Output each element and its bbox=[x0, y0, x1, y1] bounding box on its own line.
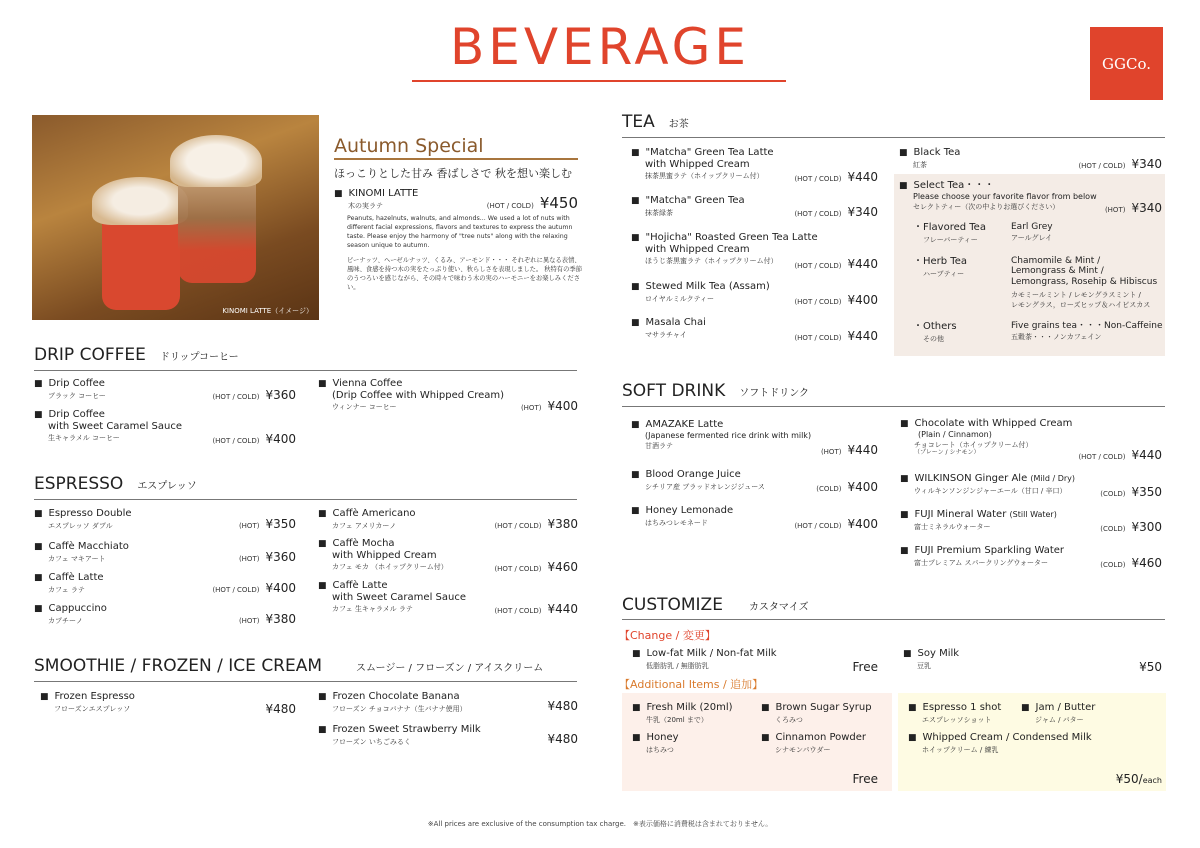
item-price: (COLD) ¥300 bbox=[1100, 520, 1162, 534]
tea-option: ・Flavored Tea フレーバーティー bbox=[913, 222, 986, 244]
menu-item: ■ Drip Coffee with Sweet Caramel Sauce 生キャラメル コーヒー bbox=[48, 409, 182, 442]
item-price: (HOT / COLD) ¥440 bbox=[1078, 448, 1162, 462]
section-rule bbox=[622, 137, 1165, 138]
menu-item: ■ Honey Lemonade はちみつレモネード bbox=[645, 505, 733, 527]
item-price: (HOT / COLD) ¥340 bbox=[794, 205, 878, 219]
menu-item: ■ Stewed Milk Tea (Assam) ロイヤルミルクティー bbox=[645, 281, 770, 303]
menu-item: ■ Espresso Double エスプレッソ ダブル bbox=[48, 508, 132, 530]
menu-item: ■ Cappuccino カプチーノ bbox=[48, 603, 107, 625]
kinomi-latte-photo bbox=[32, 115, 319, 320]
item-price: ¥480 bbox=[265, 702, 296, 716]
section-heading-soft: SOFT DRINK ソフトドリンク bbox=[622, 381, 810, 401]
customize-item: ■ Low-fat Milk / Non-fat Milk 低脂肪乳 / 無脂肪乳 bbox=[646, 648, 777, 670]
item-price: (HOT / COLD) ¥400 bbox=[794, 517, 878, 531]
menu-item: ■ Caffè Macchiato カフェ マキアート bbox=[48, 541, 129, 563]
menu-item: ■ Caffè Mocha with Whipped Cream カフェ モカ （ホイップクリーム付） bbox=[332, 538, 448, 571]
item-price: Free bbox=[852, 772, 878, 786]
page-title: BEVERAGE bbox=[449, 18, 751, 76]
item-price: (HOT) ¥340 bbox=[1104, 201, 1162, 215]
customize-item: ■ Fresh Milk (20ml) 牛乳（20ml まで） bbox=[646, 702, 733, 724]
item-price: (HOT / COLD) ¥440 bbox=[794, 257, 878, 271]
customize-item: ■ Jam / Butter ジャム / バター bbox=[1035, 702, 1095, 724]
tea-option-value: Five grains tea・・・Non-Caffeine 五穀茶・・・ノンカフェイン bbox=[1011, 321, 1163, 342]
menu-item: ■ FUJI Mineral Water (Still Water) 富士ミネラルウォーター bbox=[914, 509, 1057, 531]
item-price: (HOT) ¥400 bbox=[520, 399, 578, 413]
menu-item: ■ Black Tea 紅茶 bbox=[913, 147, 960, 169]
section-rule bbox=[622, 619, 1165, 620]
section-rule bbox=[34, 681, 577, 682]
menu-item: ■ Drip Coffee ブラック コーヒー bbox=[48, 378, 106, 400]
section-heading-drip: DRIP COFFEE ドリップコーヒー bbox=[34, 345, 239, 365]
customize-item: ■ Espresso 1 shot エスプレッソショット bbox=[922, 702, 1001, 724]
item-price: ¥480 bbox=[547, 732, 578, 746]
section-heading-tea: TEA お茶 bbox=[622, 112, 689, 132]
item-price: ¥480 bbox=[547, 699, 578, 713]
item-price: (HOT / COLD) ¥440 bbox=[794, 329, 878, 343]
tea-option: ・Others その他 bbox=[913, 321, 957, 343]
section-rule bbox=[34, 499, 577, 500]
item-price: (HOT / COLD) ¥340 bbox=[1078, 157, 1162, 171]
item-price: ¥50/each bbox=[1115, 772, 1162, 786]
section-rule bbox=[34, 370, 577, 371]
menu-item: ■ Caffè Americano カフェ アメリカーノ bbox=[332, 508, 416, 530]
customize-item: ■ Soy Milk 豆乳 bbox=[917, 648, 959, 670]
title-underline bbox=[412, 80, 786, 82]
customize-item: ■ Whipped Cream / Condensed Milk ホイップクリーム / 練乳 bbox=[922, 732, 1092, 754]
item-price: (COLD) ¥460 bbox=[1100, 556, 1162, 570]
item-price: (HOT / COLD) ¥360 bbox=[212, 388, 296, 402]
item-price: (HOT / COLD) ¥400 bbox=[794, 293, 878, 307]
menu-item: ■ Caffè Latte カフェ ラテ bbox=[48, 572, 104, 594]
autumn-underline bbox=[334, 158, 578, 160]
item-price: (COLD) ¥400 bbox=[816, 480, 878, 494]
additional-label: 【Additional Items / 追加】 bbox=[619, 678, 764, 691]
menu-item: ■ "Matcha" Green Tea 抹茶緑茶 bbox=[645, 195, 745, 217]
autumn-subheading: ほっこりとした甘み 香ばしさで 秋を想い楽しむ bbox=[334, 167, 572, 180]
brand-logo: GGCo. bbox=[1088, 25, 1165, 102]
item-price: ¥50 bbox=[1139, 660, 1162, 674]
autumn-heading: Autumn Special bbox=[334, 135, 484, 157]
item-price: (HOT / COLD) ¥460 bbox=[494, 560, 578, 574]
item-price: (COLD) ¥350 bbox=[1100, 485, 1162, 499]
item-price: Free bbox=[852, 660, 878, 674]
menu-item: ■ Masala Chai マサラチャイ bbox=[645, 317, 706, 339]
photo-caption: KINOMI LATTE（イメージ） bbox=[222, 307, 313, 315]
section-rule bbox=[622, 406, 1165, 407]
item-price: (HOT) ¥350 bbox=[238, 517, 296, 531]
customize-item: ■ Honey はちみつ bbox=[646, 732, 679, 754]
item-price: (HOT / COLD) ¥450 bbox=[486, 194, 578, 212]
menu-item: ■ AMAZAKE Latte (Japanese fermented rice drink with milk) 甘酒ラテ bbox=[645, 419, 811, 450]
item-price: (HOT) ¥380 bbox=[238, 612, 296, 626]
menu-item: ■ FUJI Premium Sparkling Water 富士プレミアム スパークリングウォーター bbox=[914, 545, 1064, 567]
menu-item: ■ Chocolate with Whipped Cream (Plain / Cinnamon) チョコレート（ホイップクリーム付） （プレーン / シナモン） bbox=[914, 418, 1072, 457]
tea-option-value: Chamomile & Mint / Lemongrass & Mint / Lemongrass, Rosehip & Hibiscus カモミールミント / レモングラスミント / レモングラス，ローズヒップ＆ハイビスカス bbox=[1011, 256, 1158, 310]
section-heading-espresso: ESPRESSO エスプレッソ bbox=[34, 474, 197, 494]
menu-item: ■ Blood Orange Juice シチリア産 ブラッドオレンジジュース bbox=[645, 469, 765, 491]
item-price: (HOT / COLD) ¥380 bbox=[494, 517, 578, 531]
customize-item: ■ Cinnamon Powder シナモンパウダー bbox=[775, 732, 866, 754]
item-price: (HOT / COLD) ¥440 bbox=[794, 170, 878, 184]
menu-item: ■ Frozen Espresso フローズンエスプレッソ bbox=[54, 691, 135, 713]
menu-item: ■ KINOMI LATTE 木の実ラテ bbox=[348, 188, 418, 210]
item-price: (HOT / COLD) ¥400 bbox=[212, 432, 296, 446]
change-label: 【Change / 変更】 bbox=[619, 629, 716, 642]
tax-footnote: ※All prices are exclusive of the consumption tax charge. ※表示価格に消費税は含まれておりません。 bbox=[427, 820, 773, 828]
menu-item: ■ Vienna Coffee (Drip Coffee with Whipped Cream) ウィンナー コーヒー bbox=[332, 378, 504, 411]
section-heading-customize: CUSTOMIZE カスタマイズ bbox=[622, 595, 809, 615]
menu-item: ■ Caffè Latte with Sweet Caramel Sauce カフェ 生キャラメル ラテ bbox=[332, 580, 466, 613]
menu-item: ■ Frozen Chocolate Banana フローズン チョコバナナ（生バナナ使用） bbox=[332, 691, 467, 713]
menu-item: ■ Select Tea・・・ Please choose your favorite flavor from below セレクトティー（次の中よりお選びください） bbox=[913, 180, 1163, 211]
menu-item: ■ WILKINSON Ginger Ale (Mild / Dry) ウィルキンソンジンジャーエール（甘口 / 辛口） bbox=[914, 473, 1075, 495]
menu-item: ■ Frozen Sweet Strawberry Milk フローズン いちごみるく bbox=[332, 724, 481, 746]
item-price: (HOT) ¥440 bbox=[820, 443, 878, 457]
tea-option: ・Herb Tea ハーブティー bbox=[913, 256, 967, 278]
customize-item: ■ Brown Sugar Syrup くろみつ bbox=[775, 702, 872, 724]
item-price: (HOT) ¥360 bbox=[238, 550, 296, 564]
menu-item: ■ "Matcha" Green Tea Latte with Whipped Cream 抹茶黒蜜ラテ（ホイップクリーム付） bbox=[645, 147, 774, 180]
autumn-description: Peanuts, hazelnuts, walnuts, and almonds... We used a lot of nuts with different facial expressions, flavors and textures to express the autumn taste. Please enjoy the harmony of "tree nuts" along with the relaxing season unique to autumn. ピーナッツ、ヘーゼルナッツ、くるみ、アーモンド・・・ それぞれに異なる表情、風味、食感を持つ木の実をたっぷり使い、秋らしさを表現しました。 秋特有の季節のうつろいを感じながら、その時々で味わう木の実のハーモニーをお楽しみください。 bbox=[347, 215, 582, 291]
item-price: (HOT / COLD) ¥440 bbox=[494, 602, 578, 616]
section-heading-smoothie: SMOOTHIE / FROZEN / ICE CREAM スムージー / フローズン / アイスクリーム bbox=[34, 656, 544, 676]
tea-option-value: Earl Grey アールグレイ bbox=[1011, 222, 1053, 243]
item-price: (HOT / COLD) ¥400 bbox=[212, 581, 296, 595]
menu-item: ■ "Hojicha" Roasted Green Tea Latte with Whipped Cream ほうじ茶黒蜜ラテ（ホイップクリーム付） bbox=[645, 232, 818, 265]
